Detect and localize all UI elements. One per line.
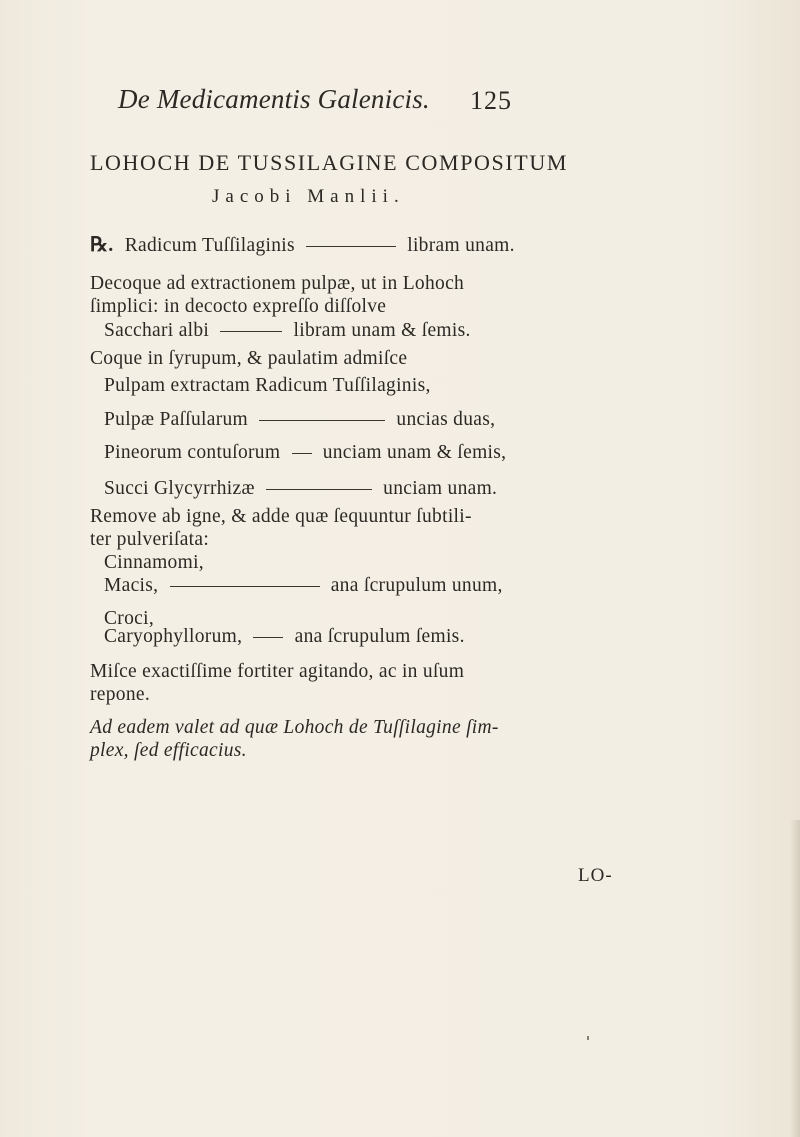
running-head: De Medicamentis Galenicis.	[118, 84, 430, 114]
text-line: Coque in ſyrupum, & paulatim admiſce	[90, 348, 408, 369]
dash-rule	[259, 420, 385, 421]
catchword: LO-	[578, 865, 613, 886]
text-line: ſimplici: in decocto expreſſo diſſolve	[90, 296, 387, 317]
dash-rule	[266, 489, 372, 490]
dash-rule	[220, 331, 282, 332]
dash-rule	[306, 246, 396, 247]
text-line: Pulpam extractam Radicum Tuſſilaginis,	[104, 375, 431, 396]
text-line: plex, ſed efficacius.	[90, 740, 247, 761]
paper-speck	[587, 1036, 589, 1040]
text-line: Pineorum contuſorum unciam unam & ſemis,	[104, 442, 507, 463]
dash-rule	[253, 637, 283, 638]
text-line: Miſce exactiſſime fortiter agitando, ac in uſum	[90, 661, 465, 682]
text-line: Croci,	[104, 608, 154, 629]
text-line: Remove ab igne, & adde quæ ſequuntur ſubtili-	[90, 506, 472, 527]
text-line: Decoque ad extractionem pulpæ, ut in Lohoch	[90, 273, 465, 294]
text-line: Ad eadem valet ad quæ Lohoch de Tuſſilagine ſim-	[90, 717, 499, 738]
text-line: Caryophyllorum, ana ſcrupulum ſemis.	[104, 626, 465, 647]
recipe-title: LOHOCH DE TUSSILAGINE COMPOSITUM	[90, 150, 568, 175]
text-line: repone.	[90, 684, 151, 705]
text-line: Cinnamomi,	[104, 552, 204, 573]
dash-rule	[170, 586, 320, 587]
dash-rule	[292, 453, 312, 454]
text-line: Pulpæ Paſſularum uncias duas,	[104, 409, 496, 430]
recipe-symbol: ℞.	[90, 234, 114, 256]
text-line: Succi Glycyrrhizæ unciam unam.	[104, 478, 498, 499]
page-edge-shadow	[790, 820, 800, 1137]
recipe-author: Jacobi Manlii.	[212, 186, 405, 207]
page-number: 125	[470, 86, 512, 115]
text-line: Sacchari albi libram unam & ſemis.	[104, 320, 471, 341]
text-line: Macis, ana ſcrupulum unum,	[104, 575, 503, 596]
text-line: ter pulveriſata:	[90, 529, 210, 550]
text-line: ℞. Radicum Tuſſilaginis libram unam.	[90, 234, 515, 256]
